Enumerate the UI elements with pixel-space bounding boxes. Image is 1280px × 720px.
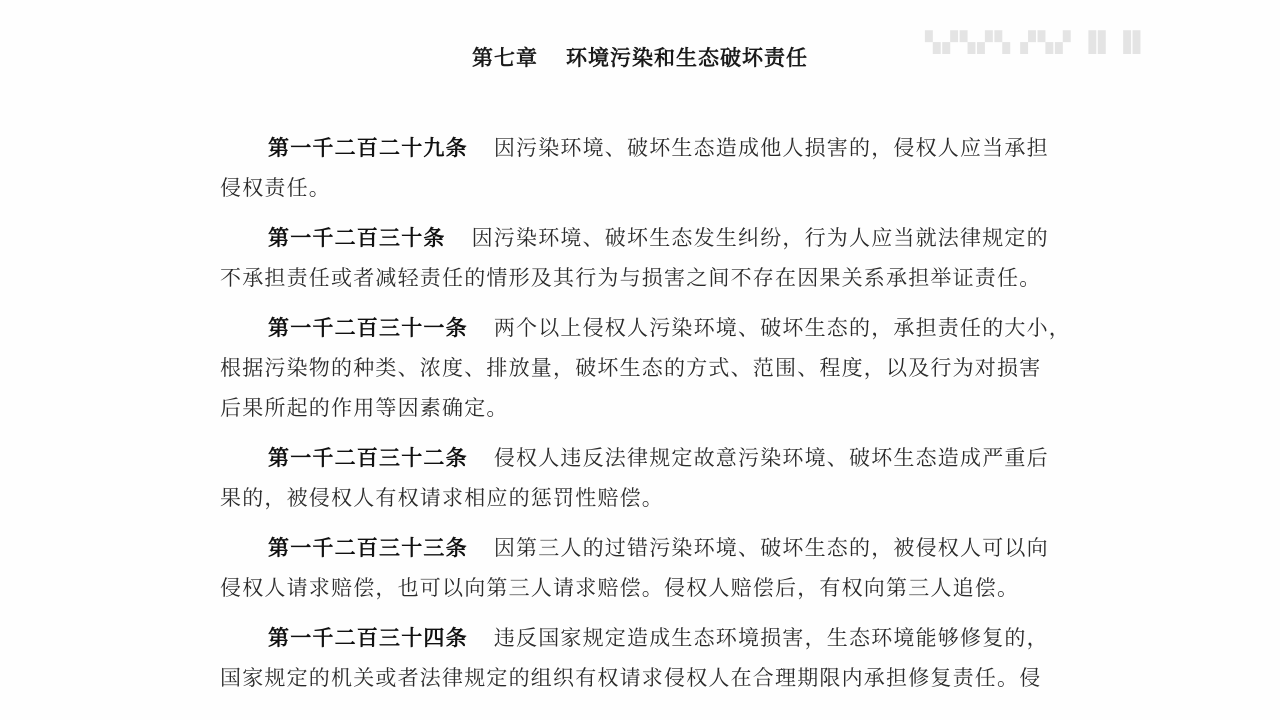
article-number: 第一千二百三十二条 (268, 446, 468, 470)
article-line (220, 128, 1060, 168)
article-line (220, 388, 1060, 428)
article (220, 528, 1060, 608)
article-text: 因污染环境、破坏生态造成他人损害的，侵权人应当承担 (493, 136, 1049, 160)
article-text: 侵权人请求赔偿，也可以向第三人请求赔偿。侵权人赔偿后，有权向第三人追偿。 (220, 576, 1020, 600)
article (220, 438, 1060, 518)
article (220, 618, 1060, 698)
article-number: 第一千二百三十四条 (268, 626, 468, 650)
article-text: 因污染环境、破坏生态发生纠纷，行为人应当就法律规定的 (471, 226, 1049, 250)
article-line (220, 218, 1060, 258)
article (220, 218, 1060, 298)
video-watermark: ▚▞▚▞▚ ▞▚▞ ▐▌▐▌ (925, 30, 1151, 54)
article-text: 国家规定的机关或者法律规定的组织有权请求侵权人在合理期限内承担修复责任。侵 (220, 666, 1042, 690)
document-body (220, 128, 1072, 708)
chapter-name: 环境污染和生态破坏责任 (566, 45, 808, 70)
article-line (220, 168, 1060, 208)
article-text: 侵权人违反法律规定故意污染环境、破坏生态造成严重后 (493, 446, 1049, 470)
chapter-label: 第七章 (472, 45, 538, 70)
article-number: 第一千二百三十三条 (268, 536, 468, 560)
article-line (220, 348, 1060, 388)
article-line (220, 438, 1060, 478)
article-line (220, 258, 1060, 298)
article-line (220, 658, 1060, 698)
article (220, 308, 1072, 428)
article-line (220, 478, 1060, 518)
article-number: 第一千二百三十一条 (268, 316, 468, 340)
article-text: 违反国家规定造成生态环境损害，生态环境能够修复的， (493, 626, 1049, 650)
article-number: 第一千二百二十九条 (268, 136, 468, 160)
article-text: 后果所起的作用等因素确定。 (220, 396, 509, 420)
article-text: 两个以上侵权人污染环境、破坏生态的，承担责任的大小， (493, 316, 1072, 340)
article-text: 根据污染物的种类、浓度、排放量，破坏生态的方式、范围、程度，以及行为对损害 (220, 356, 1042, 380)
article-text: 因第三人的过错污染环境、破坏生态的，被侵权人可以向 (493, 536, 1049, 560)
article-text: 果的，被侵权人有权请求相应的惩罚性赔偿。 (220, 486, 664, 510)
article-line (220, 568, 1060, 608)
article-line (220, 528, 1060, 568)
article-text: 不承担责任或者减轻责任的情形及其行为与损害之间不存在因果关系承担举证责任。 (220, 266, 1042, 290)
article (220, 128, 1060, 208)
article-number: 第一千二百三十条 (268, 226, 446, 250)
article-line (220, 308, 1072, 348)
article-text: 侵权责任。 (220, 176, 331, 200)
article-line (220, 618, 1060, 658)
